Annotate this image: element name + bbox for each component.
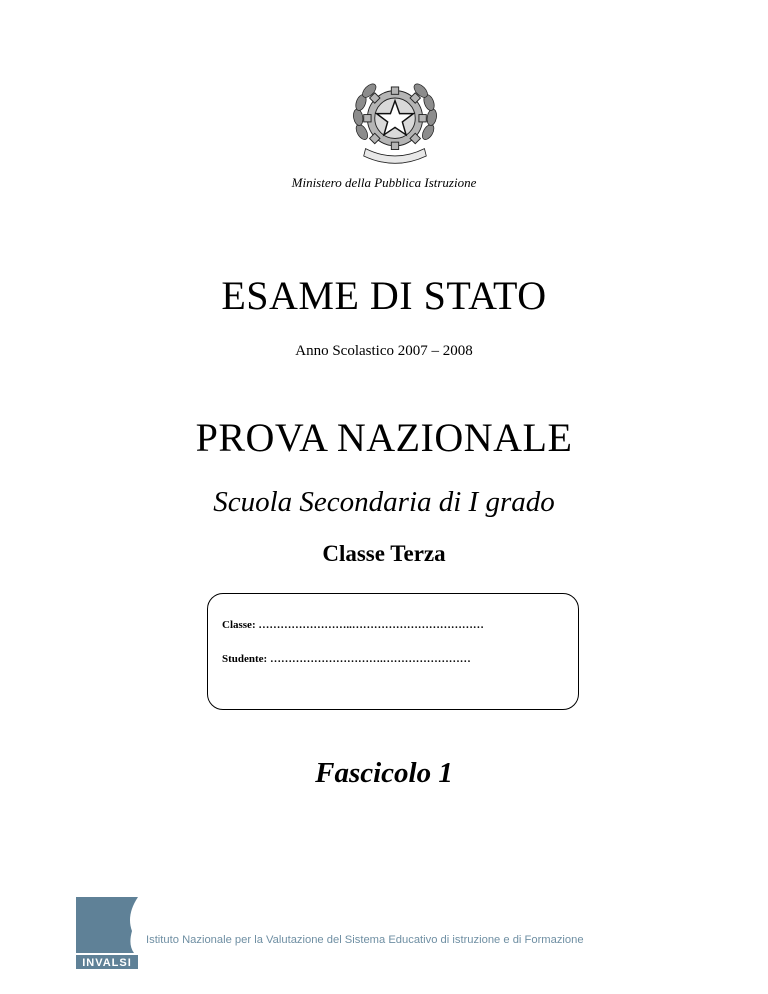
ministry-name: Ministero della Pubblica Istruzione xyxy=(291,175,477,190)
test-title: PROVA NAZIONALE xyxy=(195,415,573,460)
school-level: Scuola Secondaria di I grado xyxy=(213,486,555,518)
student-field[interactable]: Studente: ………………………….…………………… xyxy=(222,653,471,665)
svg-text:INVALSI: INVALSI xyxy=(82,957,132,969)
class-level: Classe Terza xyxy=(322,541,446,566)
exam-title: ESAME DI STATO xyxy=(221,273,547,318)
italian-republic-emblem-icon xyxy=(349,75,441,167)
school-year: Anno Scolastico 2007 – 2008 xyxy=(295,343,473,359)
invalsi-logo-icon xyxy=(76,897,138,969)
class-field[interactable]: Classe: ……………………..……………………………… xyxy=(222,619,484,631)
institute-name: Istituto Nazionale per la Valutazione del Sistema Educativo di istruzione e di Formazione xyxy=(146,934,584,946)
student-info-box xyxy=(207,593,579,710)
booklet-number: Fascicolo 1 xyxy=(315,757,453,789)
